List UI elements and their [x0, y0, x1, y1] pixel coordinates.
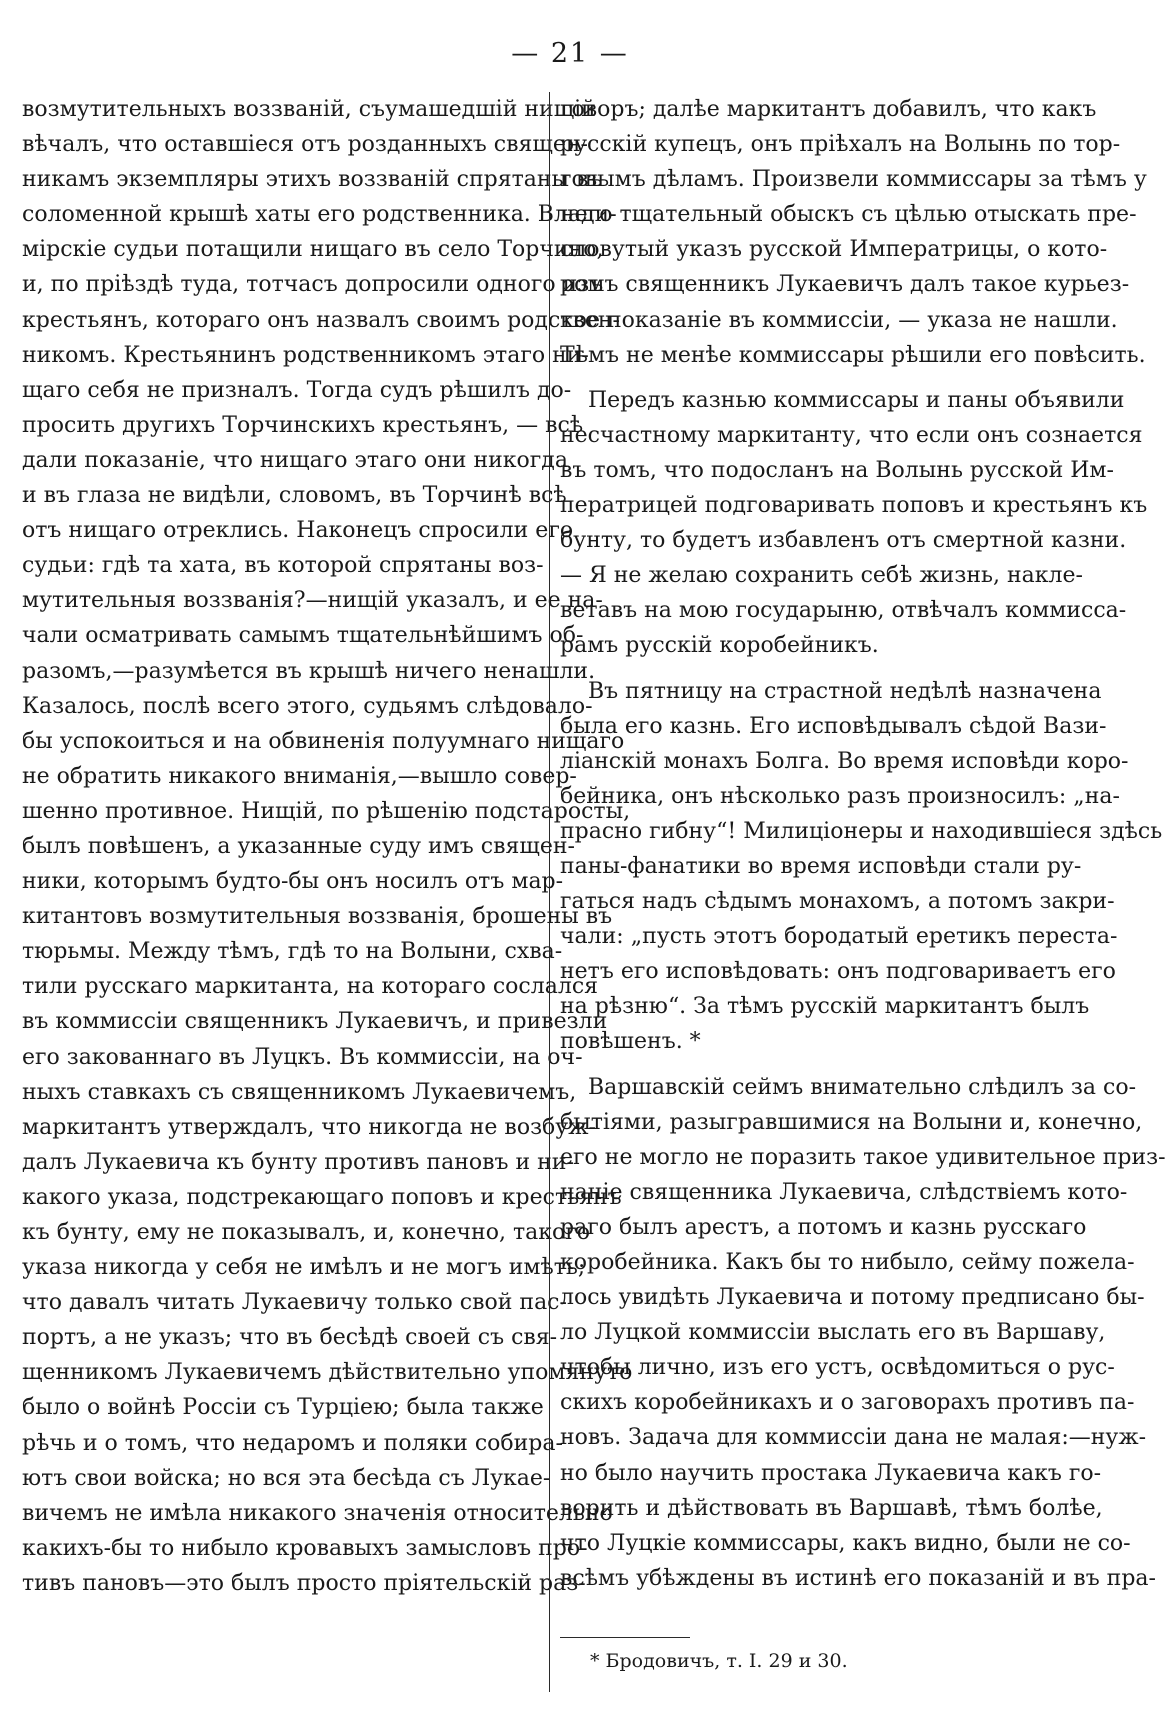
text-line: возмутительныхъ воззваній, съумашедшій нищій	[22, 97, 596, 122]
text-line: Тѣмъ не менѣе коммиссары рѣшили его повѣсить.	[560, 342, 1146, 368]
text-line: ныхъ ставкахъ съ священникомъ Лукаевичемъ,	[22, 1079, 577, 1105]
text-line: и, по пріѣздѣ туда, тотчасъ допросили одного изъ	[22, 272, 604, 298]
paragraph-first-line: Передъ казнью коммиссары и паны объявили	[588, 387, 1125, 413]
paragraph-first-line: Въ пятницу на страстной недѣлѣ назначена	[588, 678, 1102, 704]
text-line: какихъ-бы то нибыло кровавыхъ замысловъ про-	[22, 1535, 588, 1561]
text-line: шенно противное. Нищій, по рѣшенію подстаросты,	[22, 798, 631, 824]
text-line: скихъ коробейникахъ и о заговорахъ противъ па-	[560, 1390, 1135, 1416]
text-line: наніе священника Лукаевича, слѣдствіемъ кото-	[560, 1179, 1128, 1205]
text-line: маркитантъ утверждалъ, что никогда не возбуж-	[22, 1114, 596, 1140]
text-line: нетъ его исповѣдовать: онъ подговариваетъ его	[560, 959, 1116, 985]
text-line: словутый указъ русской Императрицы, о кото-	[560, 237, 1108, 263]
text-line: чали осматривать самымъ тщательнѣйшимъ об-	[22, 623, 584, 649]
text-line: рамъ русскій коробейникъ.	[560, 633, 879, 659]
text-line: кое показаніе въ коммиссіи, — указа не нашли.	[560, 307, 1118, 333]
text-line: лось увидѣть Лукаевича и потому предписано бы-	[560, 1285, 1145, 1311]
paragraph-first-line: Варшавскій сеймъ внимательно слѣдилъ за со-	[588, 1074, 1137, 1100]
text-line: ромъ священникъ Лукаевичъ далъ такое курьез-	[560, 272, 1130, 298]
text-line: паны-фанатики во время исповѣди стали ру-	[560, 853, 1082, 879]
text-line: чтобы лично, изъ его устъ, освѣдомиться о рус-	[560, 1355, 1115, 1381]
text-line: мірскіе судьи потащили нищаго въ село Торчино,	[22, 237, 604, 263]
text-line: бы успокоиться и на обвиненія полуумнаго нищаго	[22, 728, 625, 754]
text-line: указа никогда у себя не имѣлъ и не могъ имѣть;	[22, 1255, 586, 1281]
right-column	[560, 92, 1166, 1596]
text-line: прасно гибну“! Милиціонеры и находившіеся здѣсь	[560, 818, 1163, 844]
text-line: бейника, онъ нѣсколько разъ произносилъ: „на-	[560, 783, 1120, 809]
text-line: щаго себя не призналъ. Тогда судъ рѣшилъ до-	[22, 377, 572, 403]
text-line: бунту, то будетъ избавленъ отъ смертной казни.	[560, 528, 1127, 554]
text-line: какого указа, подстрекающаго поповъ и крестьянъ	[22, 1184, 622, 1210]
text-line: ператрицей подговаривать поповъ и крестьянъ къ	[560, 493, 1148, 519]
text-line: но было научить простака Лукаевича какъ го-	[560, 1460, 1102, 1486]
footnote-rule	[560, 1637, 690, 1638]
text-line: русскій купецъ, онъ пріѣхалъ на Волынь по тор-	[560, 132, 1121, 158]
text-line: ники, которымъ будто-бы онъ носилъ отъ мар-	[22, 869, 564, 895]
text-line: раго былъ арестъ, а потомъ и казнь русскаго	[560, 1214, 1087, 1240]
text-line: чали: „пусть этотъ бородатый еретикъ переста-	[560, 924, 1118, 950]
text-line: бытіями, разыгравшимися на Волыни и, конечно,	[560, 1109, 1143, 1135]
text-line: никамъ экземпляры этихъ воззваній спрятаны въ	[22, 167, 603, 193]
text-line: гаться надъ сѣдымъ монахомъ, а потомъ закри-	[560, 889, 1115, 915]
text-line: на рѣзню“. За тѣмъ русскій маркитантъ былъ	[560, 994, 1090, 1020]
text-line: и въ глаза не видѣли, словомъ, въ Торчинѣ всѣ	[22, 483, 567, 509]
text-line: не обратить никакого вниманія,—вышло совер-	[22, 763, 577, 789]
text-line: вичемъ не имѣла никакого значенія относительно	[22, 1500, 613, 1526]
text-line: коробейника. Какъ бы то нибыло, сейму пожела-	[560, 1250, 1135, 1275]
text-line: разомъ,—разумѣется въ крышѣ ничего ненашли.	[22, 658, 596, 684]
footnote: * Бродовичъ, т. I. 29 и 30.	[590, 1650, 848, 1672]
text-line: далъ Лукаевича къ бунту противъ пановъ и ни-	[22, 1149, 574, 1175]
text-line: китантовъ возмутительныя воззванія, брошены въ	[22, 904, 613, 930]
text-line: была его казнь. Его исповѣдывалъ сѣдой Вази-	[560, 713, 1107, 739]
text-line: говымъ дѣламъ. Произвели коммиссары за тѣмъ у	[560, 167, 1147, 193]
text-line: соломенной крышѣ хаты его родственника. Влади-	[22, 202, 617, 228]
text-line: ютъ свои войска; но вся эта бесѣда съ Лукае-	[22, 1465, 551, 1491]
text-line: его закованнаго въ Луцкъ. Въ коммиссіи, на оч-	[22, 1044, 583, 1070]
left-column	[22, 92, 633, 1601]
paragraph-first-line: говоръ; далѣе маркитантъ добавилъ, что какъ	[560, 97, 1097, 122]
text-line: всѣмъ убѣждены въ истинѣ его показаній и въ пра-	[560, 1565, 1156, 1591]
text-line: тили русскаго маркитанта, на котораго сослался	[22, 974, 599, 1000]
text-line: Казалось, послѣ всего этого, судьямъ слѣдовало-	[22, 693, 593, 719]
text-line: новъ. Задача для коммиссіи дана не малая:—нуж-	[560, 1425, 1147, 1451]
text-line: ветавъ на мою государыню, отвѣчалъ коммисса-	[560, 598, 1127, 624]
text-line: его не могло не поразить такое удивительное приз-	[560, 1144, 1166, 1170]
text-line: судьи: гдѣ та хата, въ которой спрятаны воз-	[22, 553, 544, 579]
text-line: — Я не желаю сохранить себѣ жизнь, накле-	[560, 563, 1083, 589]
text-line: къ бунту, ему не показывалъ, и, конечно, такого	[22, 1220, 591, 1245]
text-line: былъ повѣшенъ, а указанные суду имъ священ-	[22, 833, 575, 859]
column-divider	[549, 92, 550, 1692]
text-line: отъ нищаго отреклись. Наконецъ спросили его	[22, 518, 574, 544]
page-number: — 21 —	[511, 38, 629, 69]
text-line: просить другихъ Торчинскихъ крестьянъ, — всѣ	[22, 412, 584, 438]
text-line: портъ, а не указъ; что въ бесѣдѣ своей съ свя-	[22, 1325, 558, 1351]
text-line: тивъ пановъ—это былъ просто пріятельскій раз-	[22, 1570, 586, 1596]
text-line: что Луцкіе коммиссары, какъ видно, были не со-	[560, 1530, 1131, 1556]
text-line: было о войнѣ Россіи съ Турціею; была также	[22, 1395, 544, 1421]
text-line: тюрьмы. Между тѣмъ, гдѣ то на Волыни, схва-	[22, 939, 563, 965]
text-line: ворить и дѣйствовать въ Варшавѣ, тѣмъ болѣе,	[560, 1495, 1103, 1521]
text-line: несчастному маркитанту, что если онъ сознается	[560, 422, 1143, 448]
text-line: въ томъ, что подосланъ на Волынь русской Им-	[560, 457, 1114, 483]
text-line: вѣчалъ, что оставшіеся отъ розданныхъ священ-	[22, 132, 588, 158]
text-line: него тщательный обыскъ съ цѣлью отыскать пре-	[560, 202, 1137, 228]
text-line: повѣшенъ. *	[560, 1029, 701, 1055]
text-line: никомъ. Крестьянинъ родственникомъ этаго ни-	[22, 342, 589, 368]
text-line: въ коммиссіи священникъ Лукаевичъ, и привезли	[22, 1009, 608, 1035]
text-line: что давалъ читать Лукаевичу только свой пас-	[22, 1290, 567, 1316]
text-line: мутительныя воззванія?—нищій указалъ, и ее на-	[22, 588, 603, 614]
text-line: крестьянъ, котораго онъ назвалъ своимъ родствен-	[22, 307, 620, 333]
text-line: щенникомъ Лукаевичемъ дѣйствительно упомянуто	[22, 1360, 633, 1386]
text-line: ліанскій монахъ Болга. Во время исповѣди коро-	[560, 748, 1129, 774]
text-line: рѣчь и о томъ, что недаромъ и поляки собира-	[22, 1430, 563, 1456]
text-line: дали показаніе, что нищаго этаго они никогда	[22, 447, 568, 473]
text-line: ло Луцкой коммиссіи выслать его въ Варшаву,	[560, 1320, 1106, 1346]
